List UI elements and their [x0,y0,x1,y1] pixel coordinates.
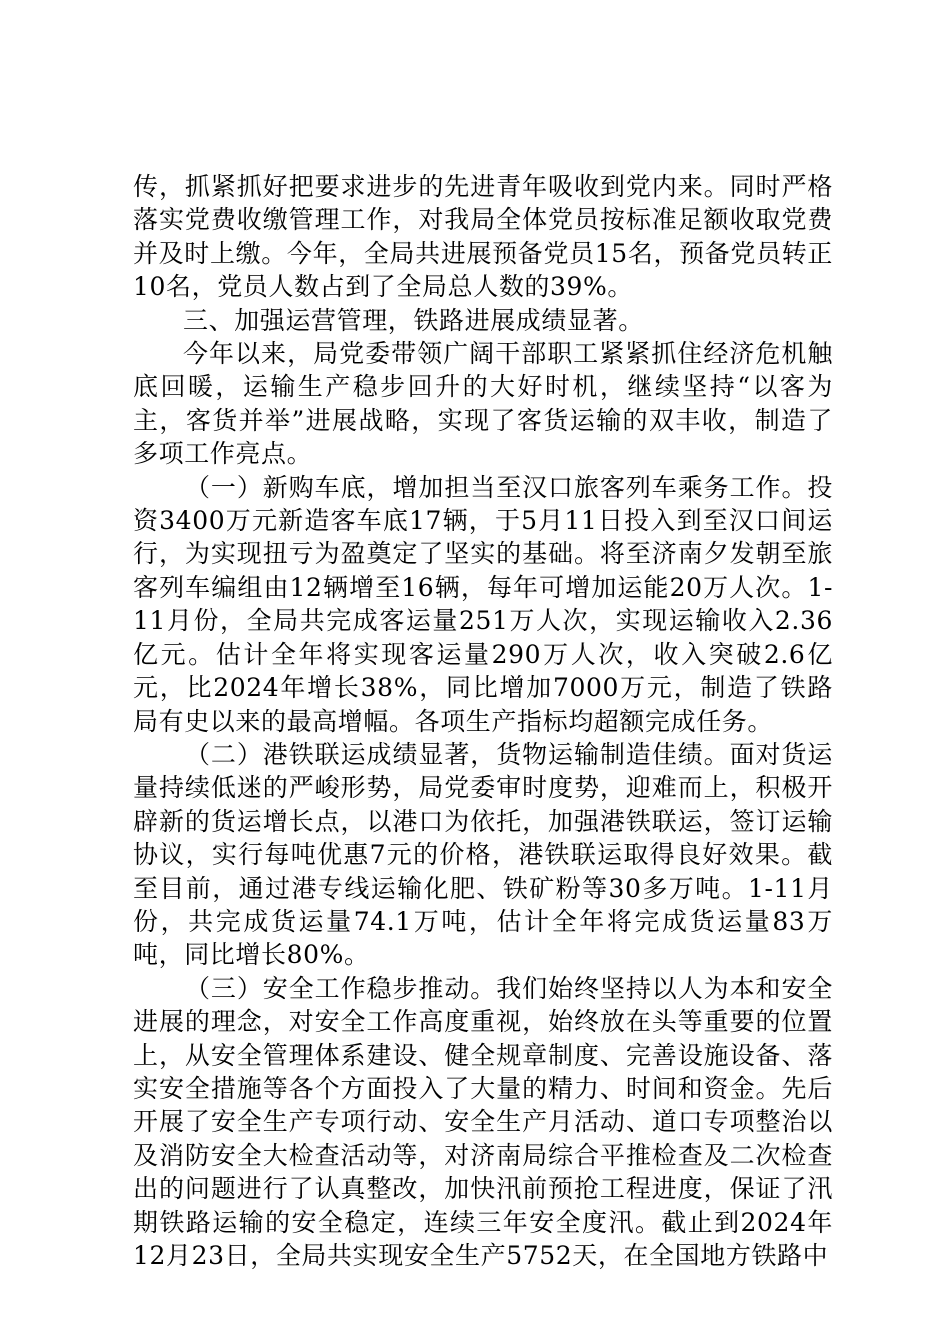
document-body [133,170,833,1272]
paragraph-continuation: 传，抓紧抓好把要求进步的先进青年吸收到党内来。同时严格落实党费收缴管理工作，对我局全体党员按标准足额收取党费并及时上缴。今年，全局共进展预备党员15名，预备党员转正10名，党员人数占到了全局总人数的39%。 [133,172,833,302]
section-heading-3: 三、加强运营管理，铁路进展成绩显著。 [183,305,644,335]
paragraph-item-2: （二）港铁联运成绩显著，货物运输制造佳绩。面对货运量持续低迷的严峻形势，局党委审时度势，迎难而上，积极开辟新的货运增长点，以港口为依托，加强港铁联运，签订运输协议，实行每吨优惠7元的价格，港铁联运取得良好效果。截至目前，通过港专线运输化肥、铁矿粉等30多万吨。1-11月份，共完成货运量74.1万吨，估计全年将完成货运量83万吨，同比增长80%。 [133,739,833,970]
paragraph-item-3: （三）安全工作稳步推动。我们始终坚持以人为本和安全进展的理念，对安全工作高度重视，始终放在头等重要的位置上，从安全管理体系建设、健全规章制度、完善设施设备、落实安全措施等各个方面投入了大量的精力、时间和资金。先后开展了安全生产专项行动、安全生产月活动、道口专项整治以及消防安全大检查活动等，对济南局综合平推检查及二次检查出的问题进行了认真整改，加快汛前预抢工程进度，保证了汛期铁路运输的安全稳定，连续三年安全度汛。截止到2024年12月23日，全局共实现安全生产5752天，在全国地方铁路中 [133,973,833,1270]
paragraph-intro: 今年以来，局党委带领广阔干部职工紧紧抓住经济危机触底回暖，运输生产稳步回升的大好时机，继续坚持“以客为主，客货并举”进展战略，实现了客货运输的双丰收，制造了多项工作亮点。 [133,339,833,469]
paragraph-item-1: （一）新购车底，增加担当至汉口旅客列车乘务工作。投资3400万元新造客车底17辆，于5月11日投入到至汉口间运行，为实现扭亏为盈奠定了坚实的基础。将至济南夕发朝至旅客列车编组由12辆增至16辆，每年可增加运能20万人次。1-11月份，全局共完成客运量251万人次，实现运输收入2.36亿元。估计全年将实现客运量290万人次，收入突破2.6亿元，比2024年增长38%，同比增加7000万元，制造了铁路局有史以来的最高增幅。各项生产指标均超额完成任务。 [133,472,833,736]
